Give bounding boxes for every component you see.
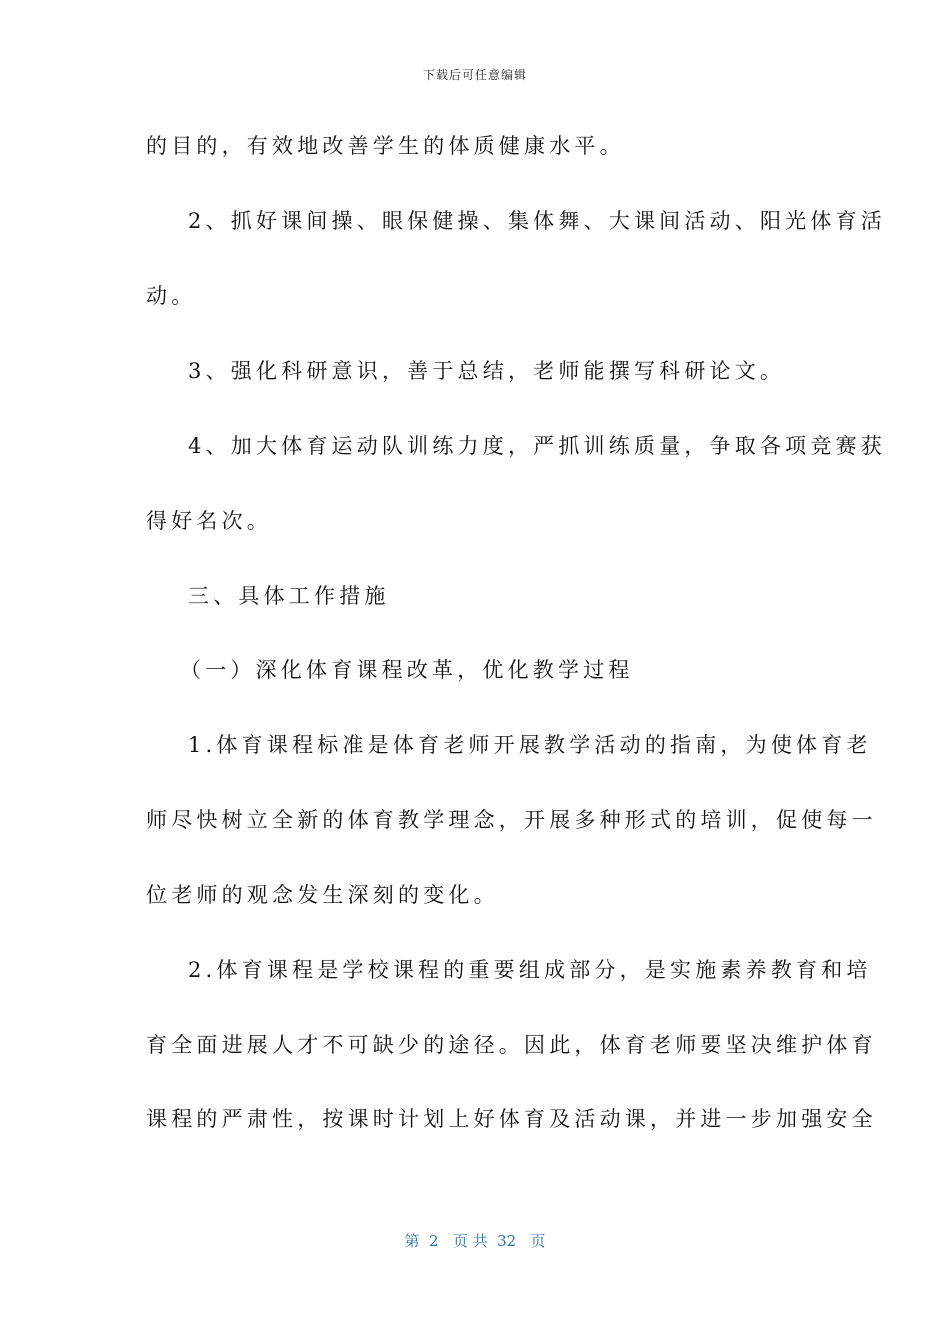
paragraph-line: 课程的严肃性，按课时计划上好体育及活动课，并进一步加强安全 bbox=[146, 1107, 877, 1131]
paragraph-line: 动。 bbox=[146, 284, 197, 308]
paragraph-line: 2.体育课程是学校课程的重要组成部分，是实施素养教育和培 bbox=[188, 958, 872, 982]
header-note: 下载后可任意编辑 bbox=[422, 68, 527, 82]
subsection-heading: （一）深化体育课程改革，优化教学过程 bbox=[180, 658, 634, 682]
paragraph-line: 位老师的观念发生深刻的变化。 bbox=[146, 883, 499, 907]
paragraph-line: 2、抓好课间操、眼保健操、集体舞、大课间活动、阳光体育活 bbox=[188, 209, 886, 233]
paragraph-line: 1.体育课程标准是体育老师开展教学活动的指南，为使体育老 bbox=[188, 733, 872, 757]
paragraph-line: 的目的，有效地改善学生的体质健康水平。 bbox=[146, 134, 625, 158]
paragraph-line: 3、强化科研意识，善于总结，老师能撰写科研论文。 bbox=[188, 359, 786, 383]
section-heading: 三、具体工作措施 bbox=[188, 584, 390, 608]
paragraph-line: 得好名次。 bbox=[146, 509, 272, 533]
paragraph-line: 师尽快树立全新的体育教学理念，开展多种形式的培训，促使每一 bbox=[146, 808, 877, 832]
page-number: 第 2 页 共 32 页 bbox=[404, 1232, 546, 1250]
paragraph-line: 4、加大体育运动队训练力度，严抓训练质量，争取各项竞赛获 bbox=[188, 434, 886, 458]
paragraph-line: 育全面进展人才不可缺少的途径。因此，体育老师要坚决维护体育 bbox=[146, 1033, 877, 1057]
